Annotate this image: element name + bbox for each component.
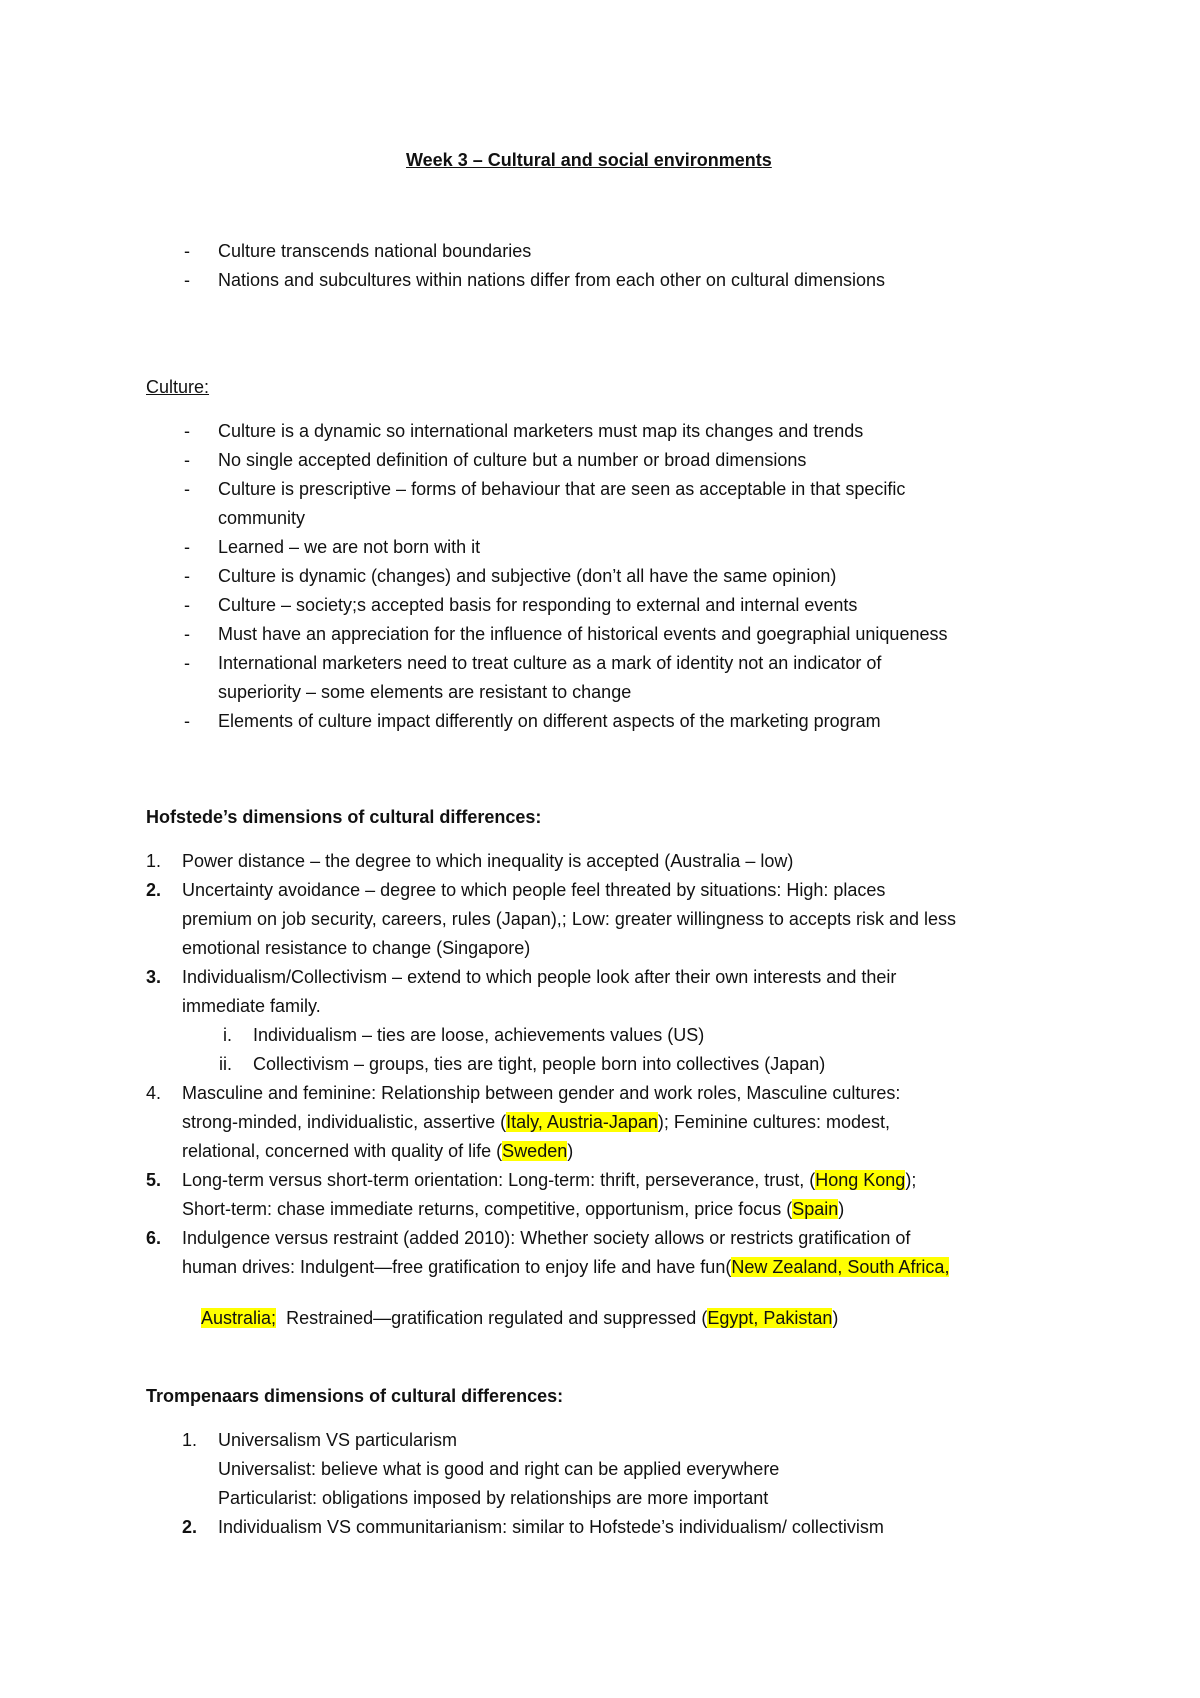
item-number: 6.	[146, 1228, 162, 1248]
highlighted-text: New Zealand, South Africa,	[731, 1257, 950, 1277]
numbered-item-4: 4. Masculine and feminine: Relationship between gender and work roles, Masculine cultures:	[146, 1083, 901, 1103]
list-item-continuation: superiority – some elements are resistant to change	[218, 682, 632, 702]
sub-item-ii: ii. Collectivism – groups, ties are tight, people born into collectives (Japan)	[219, 1054, 826, 1074]
roman-number: i.	[223, 1025, 232, 1045]
item-number: 1.	[182, 1430, 198, 1450]
list-item	[184, 269, 886, 291]
numbered-item-continuation: emotional resistance to change (Singapore)	[182, 938, 531, 958]
bullet-dash: -	[184, 241, 190, 261]
numbered-item-1: 1. Universalism VS particularism	[182, 1430, 458, 1450]
list-item: - Culture is prescriptive – forms of behaviour that are seen as acceptable in that specific	[184, 479, 906, 499]
sub-item-i: i. Individualism – ties are loose, achievements values (US)	[223, 1025, 705, 1045]
list-item: - No single accepted definition of culture but a number or broad dimensions	[184, 450, 807, 470]
list-item: - International marketers need to treat culture as a mark of identity not an indicator of	[184, 653, 882, 673]
list-item: - Must have an appreciation for the influence of historical events and goegraphial uniqueness	[184, 624, 948, 644]
highlighted-text: Hong Kong	[815, 1170, 906, 1190]
numbered-item-1: 1. Power distance – the degree to which inequality is accepted (Australia – low)	[146, 851, 794, 871]
bullet-dash: -	[184, 270, 190, 290]
list-item: - Culture is dynamic (changes) and subjective (don’t all have the same opinion)	[184, 566, 837, 586]
numbered-item-continuation: Universalist: believe what is good and right can be applied everywhere	[218, 1459, 780, 1479]
item-number: 2.	[182, 1517, 198, 1537]
item-number: 2.	[146, 880, 162, 900]
numbered-item-3: 3. Individualism/Collectivism – extend to which people look after their own interests and their	[146, 967, 897, 987]
page-title: Week 3 – Cultural and social environments	[406, 150, 772, 170]
numbered-item-2: 2. Individualism VS communitarianism: similar to Hofstede’s individualism/ collectivism	[182, 1517, 884, 1537]
list-item-continuation: community	[218, 508, 306, 528]
numbered-item-continuation: strong-minded, individualistic, assertive (Italy, Austria-Japan); Feminine cultures: modest,	[182, 1112, 890, 1132]
highlighted-text: Italy, Austria-Japan	[506, 1112, 658, 1132]
item-number: 1.	[146, 851, 162, 871]
item-number: 5.	[146, 1170, 162, 1190]
numbered-item-continuation: premium on job security, careers, rules (Japan),; Low: greater willingness to accepts risk and less	[182, 909, 956, 929]
list-item-text: Culture transcends national boundaries	[218, 241, 532, 261]
highlighted-text: Sweden	[502, 1141, 568, 1161]
item-number: 4.	[146, 1083, 162, 1103]
highlighted-text: Australia;	[201, 1308, 277, 1328]
numbered-item-6: 6. Indulgence versus restraint (added 2010): Whether society allows or restricts gratification of	[146, 1228, 911, 1248]
numbered-item-continuation: immediate family.	[182, 996, 321, 1016]
list-item: - Culture is a dynamic so international marketers must map its changes and trends	[184, 421, 864, 441]
list-item	[184, 240, 532, 262]
highlighted-text: Egypt, Pakistan	[707, 1308, 833, 1328]
numbered-item-continuation: Australia; Restrained—gratification regulated and suppressed (Egypt, Pakistan)	[201, 1308, 839, 1328]
numbered-item-continuation: Short-term: chase immediate returns, competitive, opportunism, price focus (Spain)	[182, 1199, 845, 1219]
list-item-text: Nations and subcultures within nations differ from each other on cultural dimensions	[218, 270, 886, 290]
numbered-item-2: 2. Uncertainty avoidance – degree to which people feel threated by situations: High: places	[146, 880, 886, 900]
list-item: - Elements of culture impact differently on different aspects of the marketing program	[184, 711, 881, 731]
numbered-item-continuation: human drives: Indulgent—free gratification to enjoy life and have fun(New Zealand, South Africa,	[182, 1257, 950, 1277]
section-heading-trompenaars: Trompenaars dimensions of cultural differences:	[146, 1386, 564, 1406]
numbered-item-continuation: relational, concerned with quality of life (Sweden)	[182, 1141, 574, 1161]
highlighted-text: Spain	[792, 1199, 839, 1219]
item-number: 3.	[146, 967, 162, 987]
list-item: - Learned – we are not born with it	[184, 537, 481, 557]
numbered-item-5: 5. Long-term versus short-term orientation: Long-term: thrift, perseverance, trust, (Hong Kong);	[146, 1170, 917, 1190]
roman-number: ii.	[219, 1054, 232, 1074]
section-heading-culture: Culture:	[146, 377, 210, 397]
list-item: - Culture – society;s accepted basis for responding to external and internal events	[184, 595, 858, 615]
section-heading-hofstede: Hofstede’s dimensions of cultural differences:	[146, 807, 542, 827]
numbered-item-continuation: Particularist: obligations imposed by relationships are more important	[218, 1488, 769, 1508]
